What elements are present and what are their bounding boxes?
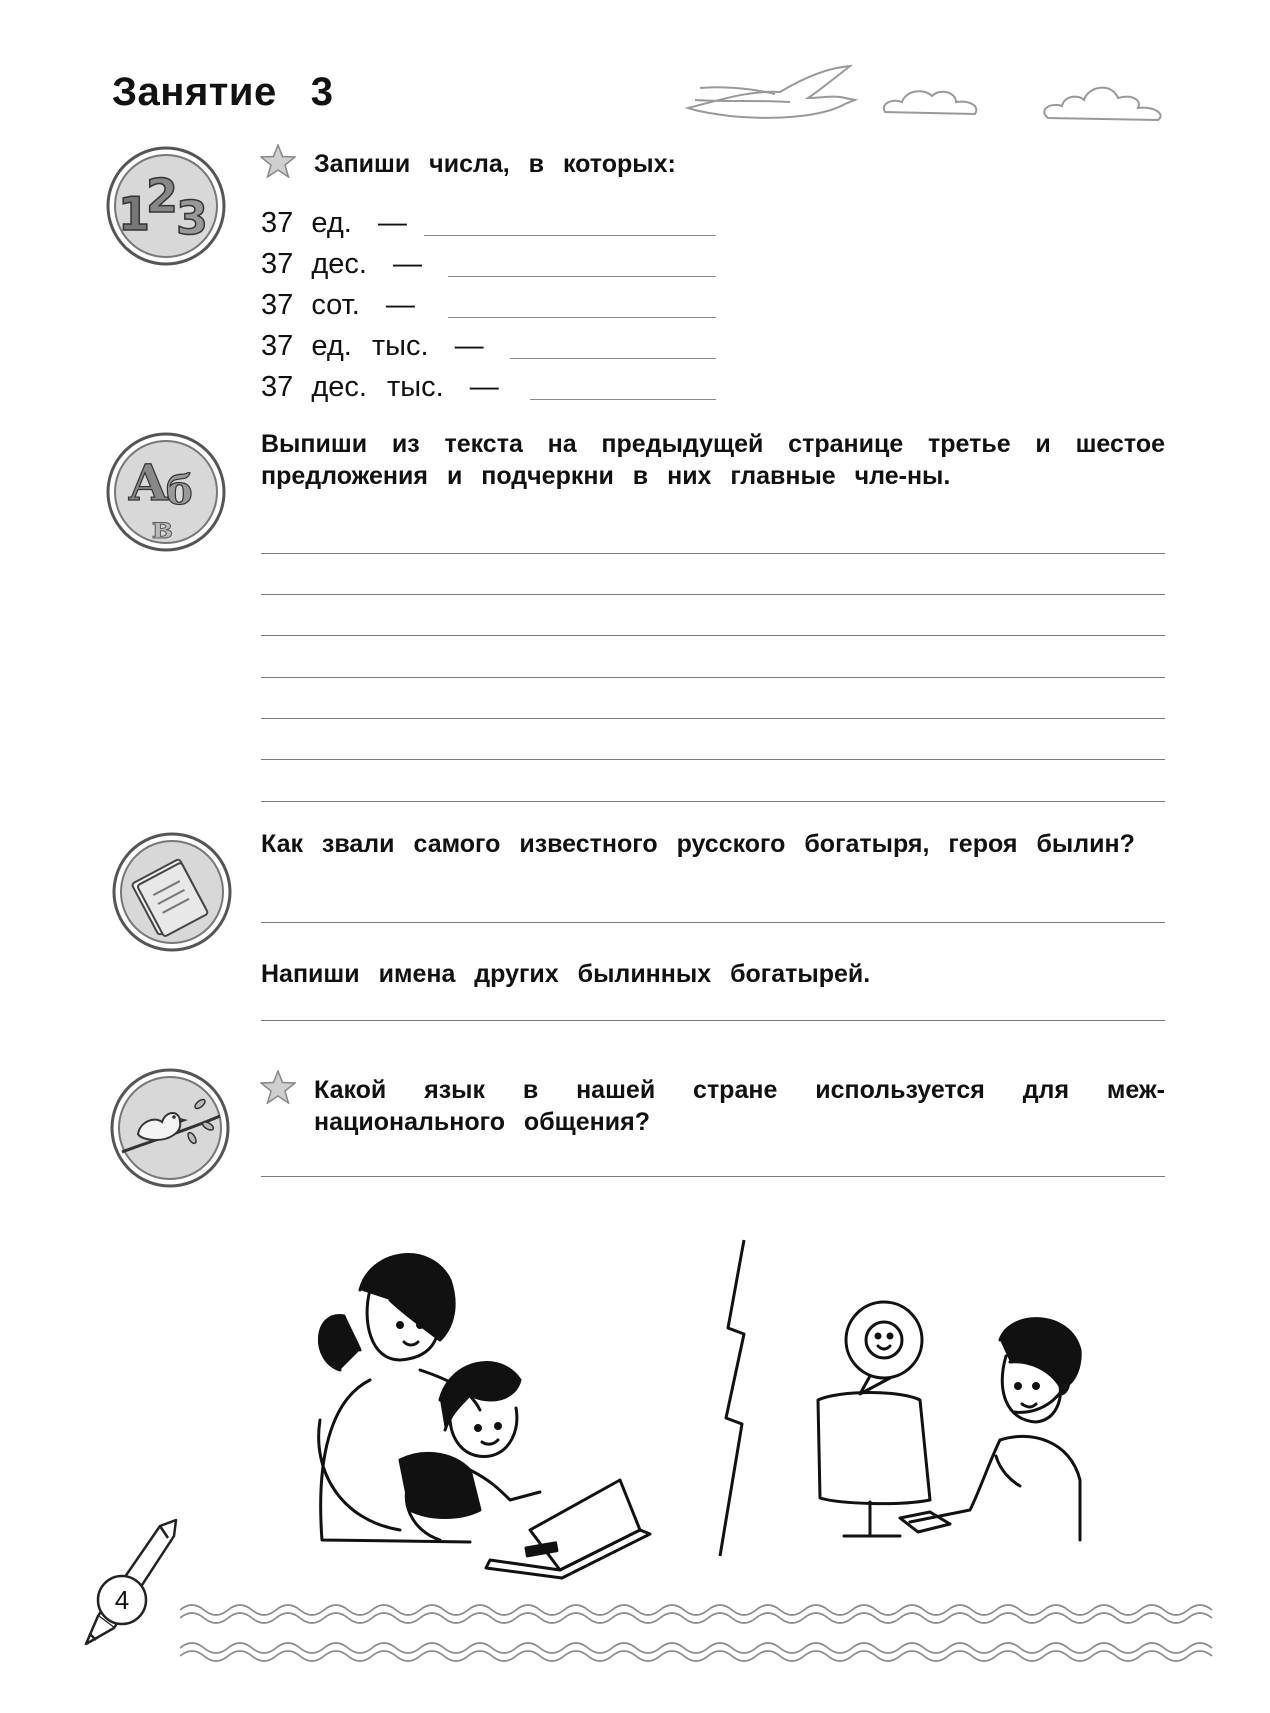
- family-laptop-illustration: [300, 1230, 680, 1590]
- cloud-icon: [884, 91, 976, 114]
- writing-line[interactable]: [261, 718, 1165, 719]
- answer-line[interactable]: [448, 317, 716, 318]
- task1-row: [261, 367, 499, 407]
- row-unit: дес. тыс.: [311, 371, 444, 403]
- row-unit: ед. тыс.: [311, 330, 429, 362]
- row-value: 37: [261, 248, 294, 280]
- task3-question: Как звали самого известного русского богатыря, героя былин?: [261, 830, 1135, 858]
- page-number: 4: [114, 1585, 130, 1615]
- writing-line[interactable]: [261, 635, 1165, 636]
- writing-line[interactable]: [261, 1176, 1165, 1177]
- task1-row: [261, 203, 407, 243]
- letters-abv-icon: [104, 430, 228, 554]
- cloud-icon: [1044, 88, 1160, 120]
- svg-text:3: 3: [176, 191, 209, 245]
- numbers-123-icon: [104, 144, 228, 268]
- writing-line[interactable]: [261, 801, 1165, 802]
- writing-line[interactable]: [261, 922, 1165, 923]
- row-dash: —: [454, 330, 484, 362]
- task2-prompt: Выпиши из текста на предыдущей странице третье и шестое предложения и подчеркни в них главные чле-ны.: [261, 430, 1165, 490]
- answer-line[interactable]: [424, 235, 716, 236]
- row-unit: ед.: [311, 207, 352, 239]
- row-value: 37: [261, 330, 294, 362]
- task4-prompt: Какой язык в нашей стране используется для меж-национального общения?: [314, 1076, 1165, 1136]
- svg-text:б: б: [166, 467, 193, 514]
- row-dash: —: [385, 289, 415, 321]
- row-value: 37: [261, 289, 294, 321]
- task1-row: [261, 244, 422, 284]
- lesson-word: Занятие: [112, 70, 277, 114]
- svg-text:А: А: [128, 453, 169, 512]
- writing-line[interactable]: [261, 759, 1165, 760]
- answer-line[interactable]: [448, 276, 716, 277]
- lightning-divider: [708, 1238, 768, 1558]
- lesson-number: 3: [310, 70, 334, 114]
- header-decor: [680, 60, 1200, 130]
- row-unit: сот.: [311, 289, 360, 321]
- row-unit: дес.: [311, 248, 367, 280]
- writing-line[interactable]: [261, 594, 1165, 595]
- writing-line[interactable]: [261, 553, 1165, 554]
- svg-text:1: 1: [118, 187, 151, 241]
- row-value: 37: [261, 207, 294, 239]
- task1-row: [261, 285, 415, 325]
- task3-followup: Напиши имена других былинных богатырей.: [261, 960, 871, 988]
- lesson-title: [112, 70, 333, 115]
- task1-row: [261, 326, 484, 366]
- book-icon: [110, 830, 234, 954]
- answer-line[interactable]: [510, 358, 716, 359]
- task1-prompt: Запиши числа, в которых:: [314, 150, 676, 178]
- svg-text:в: в: [152, 511, 173, 546]
- row-value: 37: [261, 371, 294, 403]
- row-dash: —: [469, 371, 499, 403]
- row-dash: —: [377, 207, 407, 239]
- writing-line[interactable]: [261, 677, 1165, 678]
- star-icon: [260, 1070, 296, 1104]
- row-dash: —: [393, 248, 422, 280]
- answer-line[interactable]: [530, 399, 716, 400]
- footer-waves: [180, 1600, 1230, 1670]
- star-icon: [260, 144, 296, 178]
- bird-on-branch-icon: [108, 1066, 232, 1190]
- operator-computer-illustration: [800, 1290, 1100, 1580]
- writing-line[interactable]: [261, 1020, 1165, 1021]
- dove-icon: [688, 66, 855, 118]
- svg-text:2: 2: [146, 169, 179, 223]
